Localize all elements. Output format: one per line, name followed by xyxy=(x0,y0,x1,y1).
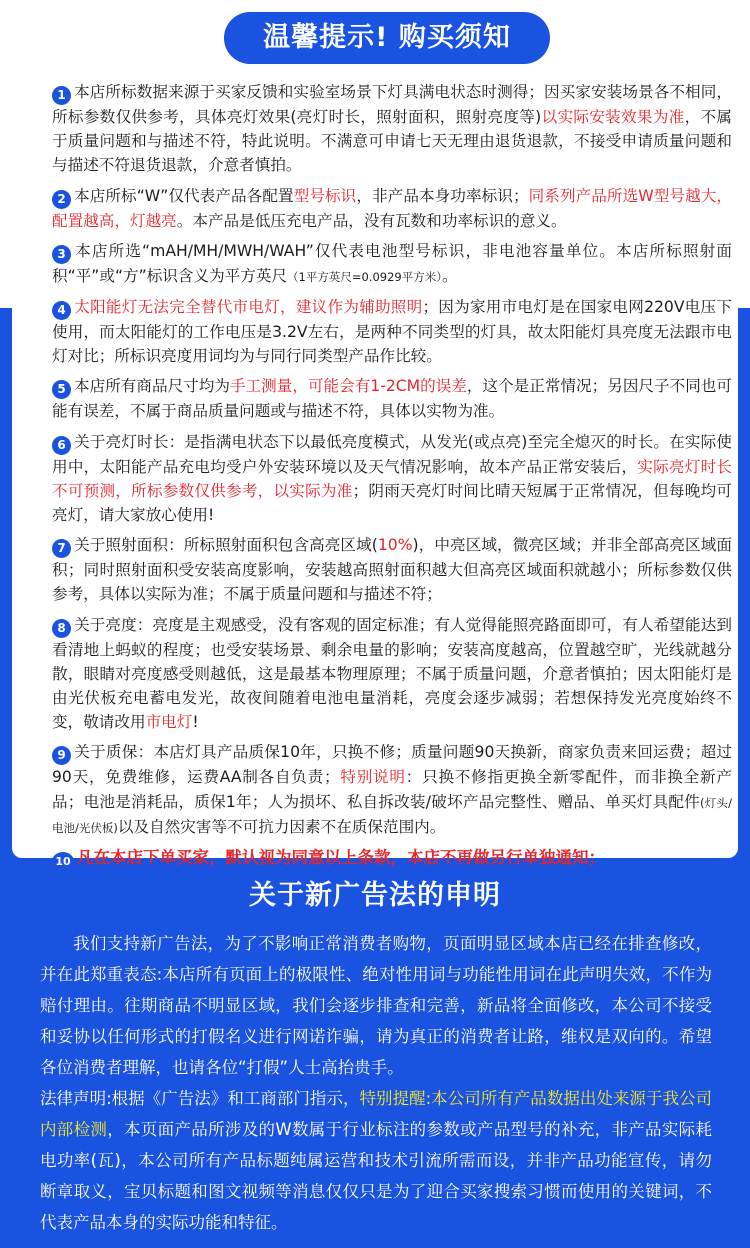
highlight-text: 型号标识 xyxy=(293,186,357,205)
item-text: 凡在本店下单买家，默认视为同意以上条款，本店不再做另行单独通知； xyxy=(77,848,605,868)
notice-title: 温馨提示! 购买须知 xyxy=(224,12,550,64)
item-text: 。 xyxy=(442,266,458,285)
law-p2-suffix: ，本页面产品所涉及的W数属于行业标注的参数或产品型号的补充，非产品实际耗电功率(瓦)，本公司所有产品标题纯属运营和技术引流所需而设，并非产品功能宣传，请勿断章取义，宝贝标题和图文视频等消息仅仅只是为了迎合买家搜索习惯而使用的关键词，不代表产品本身的实际功能和特征。 xyxy=(40,1120,712,1232)
highlight-text: 实际亮灯时长不可预测，所标参数仅供参考，以实际为准 xyxy=(52,457,732,500)
law-title: 关于新广告法的申明 xyxy=(249,880,501,911)
law-p2-prefix: 法律声明:根据《广告法》和工商部门指示， xyxy=(40,1089,360,1108)
notice-item-8 xyxy=(52,613,732,735)
notice-item-6 xyxy=(52,430,732,528)
item-text: ；因为家用市电灯是在国家电网220V电压下使用，而太阳能灯的工作电压是3.2V左右，是两种不同类型的灯具，故太阳能灯具亮度无法跟市电灯对比；所标识亮度用词均为与同行同类型产品作比较。 xyxy=(52,298,732,366)
highlight-text: 手工测量，可能会有1-2CM的误差 xyxy=(229,377,467,396)
item-text: 本店所有商品尺寸均为 xyxy=(74,377,230,396)
highlight-text: 太阳能灯无法完全替代市电灯，建议作为辅助照明 xyxy=(74,298,423,317)
highlight-text: 以实际安装效果为准 xyxy=(541,108,685,126)
notice-item-10 xyxy=(52,846,732,871)
item-text: 关于质保：本店灯具产品质保10年，只换不修；质量问题90天换新，商家负责来回运费；超过90天，免费维修，运费AA制各自负责； xyxy=(52,743,732,787)
item-number-badge: 9 xyxy=(52,746,71,765)
highlight-text: 10% xyxy=(377,536,413,555)
item-text: ，非产品本身功率标识； xyxy=(356,186,529,205)
item-text: )，中亮区域，微亮区域；并非全部高亮区域面积；同时照射面积受安装高度影响，安装越高照射面积越大但高亮区域面积就越小；所标参数仅供参考，具体以实际为准；不属于质量问题和与描述不符； xyxy=(52,536,732,604)
notice-item-5 xyxy=(52,374,732,423)
law-p2-highlight: 特别提醒:本公司所有产品数据出处来源于我公司内部检测 xyxy=(40,1089,713,1139)
notice-items xyxy=(52,80,732,877)
highlight-text: 特别说明 xyxy=(339,768,406,787)
item-text: 以及自然灾害等不可抗力因素不在质保范围内。 xyxy=(117,817,446,836)
item-number-badge: 6 xyxy=(52,436,71,455)
highlight-text: 同系列产品所选W型号越大，配置越高，灯越亮 xyxy=(52,186,732,230)
item-number-badge: 3 xyxy=(52,245,71,264)
item-text: 。本产品是低压充电产品，没有瓦数和功率标识的意义。 xyxy=(176,211,567,230)
item-number-badge: 2 xyxy=(52,190,71,209)
item-text: ! xyxy=(192,713,199,732)
law-paragraph-2 xyxy=(40,1083,712,1238)
item-text: 本店所标数据来源于买家反馈和实验室场景下灯具满电状态时测得；因买家安装场景各不相同，所标参数仅供参考，具体亮灯效果(亮灯时长，照射面积，照射亮度等) xyxy=(52,83,732,126)
notice-item-9 xyxy=(52,740,732,840)
item-number-badge: 10 xyxy=(52,852,74,871)
notice-item-3 xyxy=(52,239,732,289)
item-number-badge: 4 xyxy=(52,301,71,320)
notice-item-4 xyxy=(52,295,732,368)
item-number-badge: 7 xyxy=(52,539,71,558)
item-text: 本店所标“W”仅代表产品各配置 xyxy=(74,186,294,205)
law-paragraph-1: 我们支持新广告法，为了不影响正常消费者购物，页面明显区域本店已经在排查修改，并在此郑重表态:本店所有页面上的极限性、绝对性用词与功能性用词在此声明失效，不作为赔付理由。往期商品不明显区域，我们会逐步排查和完善，新品将全面修改，本公司不接受和妥协以任何形式的打假名义进行网诺诈骗，请为真正的消费者让路，维权是双向的。希望各位消费者理解，也请各位“打假”人士高抬贵手。 xyxy=(40,934,712,1077)
highlight-text: 市电灯 xyxy=(145,713,193,732)
notice-card xyxy=(12,0,738,869)
item-number-badge: 8 xyxy=(52,619,71,638)
notice-item-2 xyxy=(52,184,732,233)
item-number-badge: 1 xyxy=(52,86,71,105)
notice-item-1 xyxy=(52,80,732,178)
item-text: ，这个是正常情况；另因尺子不同也可能有误差，不属于商品质量问题或与描述不符，具体以实物为准。 xyxy=(52,377,732,421)
item-text: 关于亮度：亮度是主观感受，没有客观的固定标准；有人觉得能照亮路面即可，有人希望能达到看清地上蚂蚁的程度；也受安装场景、剩余电量的影响；安装高度越高，位置越空旷，光线就越分散，眼睛对亮度感受则越低，这是最基本物理原理；不属于质量问题，介意者慎拍；因太阳能灯是由光伏板充电蓄电发光，故夜间随着电池电量消耗，亮度会逐步减弱；若想保持发光亮度始终不变，敬请改用 xyxy=(52,615,732,732)
item-text: ：只换不修指更换全新零配件，而非换全新产品；电池是消耗品，质保1年；人为损坏、私自拆改装/破坏产品完整性、赠品、单买灯具配件 xyxy=(52,768,732,811)
item-text: （1平方英尺=0.0929平方米） xyxy=(287,269,442,284)
notice-item-7 xyxy=(52,533,732,606)
item-text: (灯头/电池/光伏板) xyxy=(52,795,732,835)
item-text: 本店所选“mAH/MH/MWH/WAH”仅代表电池型号标识，非电池容量单位。本店所标照射面积“平”或“方”标识含义为平方英尺 xyxy=(52,241,732,285)
item-text: 关于亮灯时长：是指满电状态下以最低亮度模式，从发光(或点亮)至完全熄灭的时长。在实际使用中，太阳能产品充电均受户外安装环境以及天气情况影响，故本产品正常安装后， xyxy=(52,432,732,476)
item-text: ；阴雨天亮灯时间比晴天短属于正常情况，但每晚均可亮灯，请大家放心使用! xyxy=(52,481,732,525)
item-text: ，不属于质量问题和与描述不符，特此说明。不满意可申请七天无理由退货退款，不接受申请质量问题和与描述不符退货退款，介意者慎拍。 xyxy=(52,108,732,175)
item-text: 关于照射面积：所标照射面积包含高亮区域( xyxy=(74,536,378,555)
item-number-badge: 5 xyxy=(52,380,71,399)
